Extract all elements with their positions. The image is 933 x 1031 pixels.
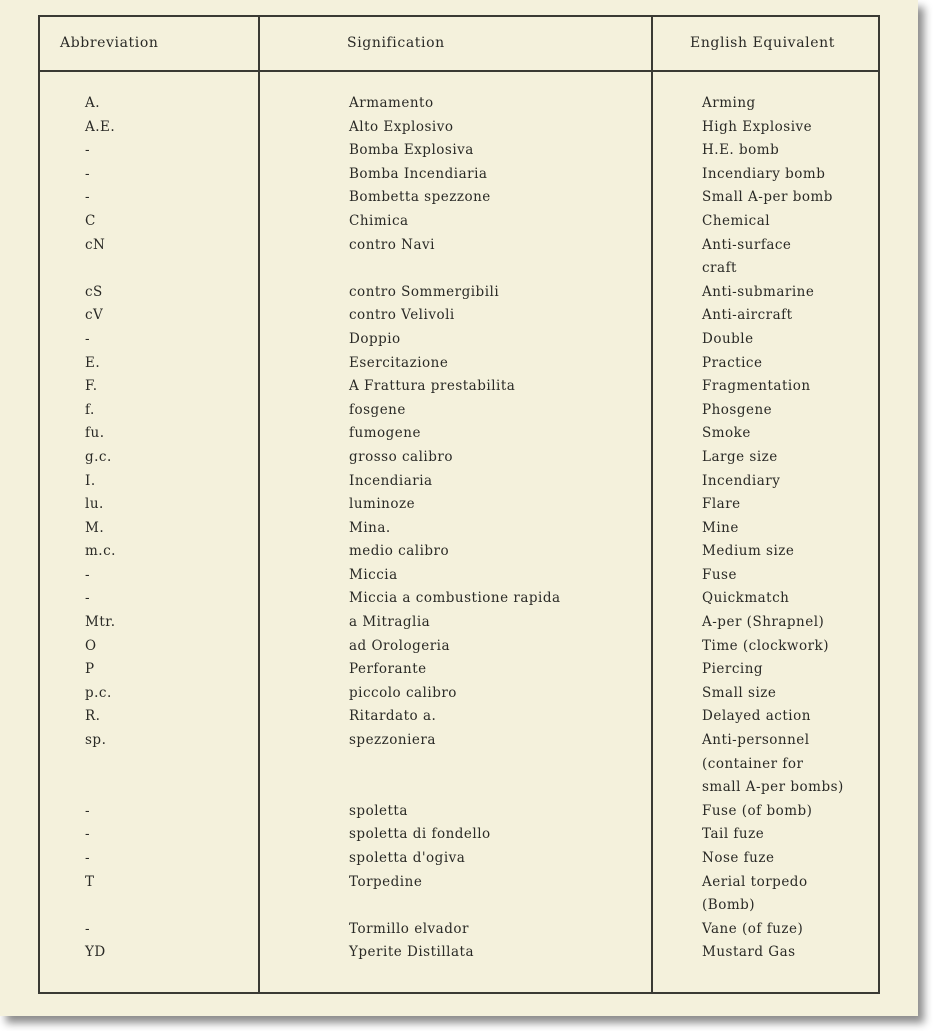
abbreviation-cell: E. bbox=[85, 354, 101, 371]
abbreviation-cell: - bbox=[85, 920, 91, 937]
signification-cell: grosso calibro bbox=[349, 448, 453, 465]
table-row bbox=[40, 708, 878, 732]
table-row bbox=[40, 189, 878, 213]
signification-cell: spoletta d'ogiva bbox=[349, 850, 466, 867]
signification-cell: Torpedine bbox=[349, 873, 423, 890]
abbreviation-cell: p.c. bbox=[85, 684, 112, 701]
english-equivalent-cell: Phosgene bbox=[702, 401, 773, 418]
signification-cell: piccolo calibro bbox=[349, 684, 457, 701]
table-row bbox=[40, 402, 878, 426]
english-equivalent-cell: (container for bbox=[702, 755, 804, 772]
abbreviation-cell: lu. bbox=[85, 496, 104, 513]
table-row bbox=[40, 307, 878, 331]
abbreviation-cell: g.c. bbox=[85, 448, 112, 465]
signification-cell: Perforante bbox=[349, 661, 427, 678]
english-equivalent-cell: Piercing bbox=[702, 661, 764, 678]
english-equivalent-cell: Anti-aircraft bbox=[702, 307, 793, 324]
table-row bbox=[40, 237, 878, 284]
abbreviation-cell: T bbox=[85, 873, 95, 890]
table-row bbox=[40, 614, 878, 638]
header-english-equivalent: English Equivalent bbox=[690, 35, 835, 51]
english-equivalent-cell: Fuse (of bomb) bbox=[702, 802, 813, 819]
abbreviation-cell: F. bbox=[85, 378, 98, 395]
abbreviation-cell: Mtr. bbox=[85, 614, 116, 631]
signification-cell: Miccia a combustione rapida bbox=[349, 590, 561, 607]
abbreviation-cell: - bbox=[85, 566, 91, 583]
table-row bbox=[40, 119, 878, 143]
table-row bbox=[40, 284, 878, 308]
signification-cell: Chimica bbox=[349, 212, 409, 229]
abbreviation-cell: - bbox=[85, 802, 91, 819]
english-equivalent-cell: Anti-personnel bbox=[702, 732, 810, 749]
table-row bbox=[40, 496, 878, 520]
english-equivalent-cell: Fragmentation bbox=[702, 378, 811, 395]
table-row bbox=[40, 543, 878, 567]
english-equivalent-cell: Smoke bbox=[702, 425, 751, 442]
english-equivalent-cell: Fuse bbox=[702, 566, 737, 583]
abbreviation-cell: cS bbox=[85, 283, 103, 300]
table-row bbox=[40, 567, 878, 591]
english-equivalent-cell: Incendiary bomb bbox=[702, 165, 826, 182]
abbreviation-cell: P bbox=[85, 661, 95, 678]
abbreviation-cell: - bbox=[85, 165, 91, 182]
abbreviation-cell: - bbox=[85, 142, 91, 159]
english-equivalent-cell: Anti-surface bbox=[702, 236, 792, 253]
english-equivalent-cell: Flare bbox=[702, 496, 741, 513]
abbreviation-cell: M. bbox=[85, 519, 105, 536]
table-row bbox=[40, 425, 878, 449]
signification-cell: contro Navi bbox=[349, 236, 435, 253]
header-divider bbox=[40, 70, 878, 72]
english-equivalent-cell: Mustard Gas bbox=[702, 944, 796, 961]
english-equivalent-cell: Delayed action bbox=[702, 708, 811, 725]
english-equivalent-cell: (Bomb) bbox=[702, 897, 756, 914]
abbreviation-table bbox=[38, 15, 880, 994]
signification-cell: contro Sommergibili bbox=[349, 283, 500, 300]
english-equivalent-cell: Tail fuze bbox=[702, 826, 765, 843]
table-row bbox=[40, 638, 878, 662]
english-equivalent-cell: Medium size bbox=[702, 543, 795, 560]
english-equivalent-cell: small A-per bombs) bbox=[702, 779, 844, 796]
signification-cell: medio calibro bbox=[349, 543, 450, 560]
signification-cell: Mina. bbox=[349, 519, 391, 536]
table-row bbox=[40, 661, 878, 685]
english-equivalent-cell: Chemical bbox=[702, 212, 771, 229]
abbreviation-cell: - bbox=[85, 826, 91, 843]
english-equivalent-cell: Arming bbox=[702, 95, 756, 111]
table-row bbox=[40, 355, 878, 379]
abbreviation-cell: - bbox=[85, 189, 91, 206]
english-equivalent-cell: Double bbox=[702, 330, 754, 347]
signification-cell: fosgene bbox=[349, 401, 406, 418]
english-equivalent-cell: Mine bbox=[702, 519, 739, 536]
english-equivalent-cell: High Explosive bbox=[702, 118, 813, 135]
table-row bbox=[40, 732, 878, 803]
table-row bbox=[40, 331, 878, 355]
signification-cell: Tormillo elvador bbox=[349, 920, 469, 937]
abbreviation-cell: R. bbox=[85, 708, 101, 725]
abbreviation-cell: O bbox=[85, 637, 97, 654]
signification-cell: spoletta di fondello bbox=[349, 826, 491, 843]
abbreviation-cell: fu. bbox=[85, 425, 105, 442]
english-equivalent-cell: Time (clockwork) bbox=[702, 637, 830, 654]
english-equivalent-cell: H.E. bomb bbox=[702, 142, 780, 159]
english-equivalent-cell: Quickmatch bbox=[702, 590, 790, 607]
english-equivalent-cell: Aerial torpedo bbox=[702, 873, 808, 890]
table-row bbox=[40, 142, 878, 166]
table-body bbox=[40, 95, 878, 968]
english-equivalent-cell: Small size bbox=[702, 684, 777, 701]
signification-cell: Miccia bbox=[349, 566, 398, 583]
english-equivalent-cell: craft bbox=[702, 260, 737, 277]
abbreviation-cell: f. bbox=[85, 401, 95, 418]
english-equivalent-cell: Practice bbox=[702, 354, 763, 371]
signification-cell: a Mitraglia bbox=[349, 614, 431, 631]
signification-cell: Bombetta spezzone bbox=[349, 189, 491, 206]
table-row bbox=[40, 378, 878, 402]
table-row bbox=[40, 803, 878, 827]
table-row bbox=[40, 944, 878, 968]
table-row bbox=[40, 921, 878, 945]
table-row bbox=[40, 590, 878, 614]
header-signification: Signification bbox=[347, 35, 445, 51]
header-abbreviation: Abbreviation bbox=[60, 35, 159, 51]
signification-cell: contro Velivoli bbox=[349, 307, 455, 324]
english-equivalent-cell: Nose fuze bbox=[702, 850, 775, 867]
abbreviation-cell: I. bbox=[85, 472, 96, 489]
english-equivalent-cell: Vane (of fuze) bbox=[702, 920, 804, 937]
abbreviation-cell: cN bbox=[85, 236, 106, 253]
signification-cell: ad Orologeria bbox=[349, 637, 451, 654]
abbreviation-cell: sp. bbox=[85, 732, 107, 749]
signification-cell: Armamento bbox=[349, 95, 434, 111]
table-row bbox=[40, 850, 878, 874]
signification-cell: Esercitazione bbox=[349, 354, 449, 371]
abbreviation-cell: m.c. bbox=[85, 543, 116, 560]
signification-cell: Ritardato a. bbox=[349, 708, 437, 725]
abbreviation-cell: - bbox=[85, 850, 91, 867]
signification-cell: spoletta bbox=[349, 802, 408, 819]
signification-cell: Incendiaria bbox=[349, 472, 433, 489]
table-row bbox=[40, 826, 878, 850]
english-equivalent-cell: A-per (Shrapnel) bbox=[702, 614, 825, 631]
table-row bbox=[40, 213, 878, 237]
english-equivalent-cell: Small A-per bomb bbox=[702, 189, 833, 206]
table-row bbox=[40, 685, 878, 709]
table-row bbox=[40, 449, 878, 473]
signification-cell: Doppio bbox=[349, 330, 401, 347]
abbreviation-cell: A. bbox=[85, 95, 101, 111]
table-row bbox=[40, 473, 878, 497]
signification-cell: Bomba Explosiva bbox=[349, 142, 474, 159]
abbreviation-cell: A.E. bbox=[85, 118, 116, 135]
signification-cell: luminoze bbox=[349, 496, 416, 513]
abbreviation-cell: C bbox=[85, 212, 96, 229]
signification-cell: Bomba Incendiaria bbox=[349, 165, 488, 182]
abbreviation-cell: - bbox=[85, 330, 91, 347]
table-row bbox=[40, 874, 878, 921]
signification-cell: Yperite Distillata bbox=[349, 944, 474, 961]
english-equivalent-cell: Incendiary bbox=[702, 472, 781, 489]
signification-cell: fumogene bbox=[349, 425, 421, 442]
english-equivalent-cell: Large size bbox=[702, 448, 778, 465]
abbreviation-cell: YD bbox=[85, 944, 106, 961]
english-equivalent-cell: Anti-submarine bbox=[702, 283, 815, 300]
abbreviation-cell: cV bbox=[85, 307, 104, 324]
signification-cell: spezzoniera bbox=[349, 732, 436, 749]
table-row bbox=[40, 166, 878, 190]
signification-cell: Alto Explosivo bbox=[349, 118, 454, 135]
table-row bbox=[40, 520, 878, 544]
table-row bbox=[40, 95, 878, 119]
signification-cell: A Frattura prestabilita bbox=[349, 378, 516, 395]
abbreviation-cell: - bbox=[85, 590, 91, 607]
